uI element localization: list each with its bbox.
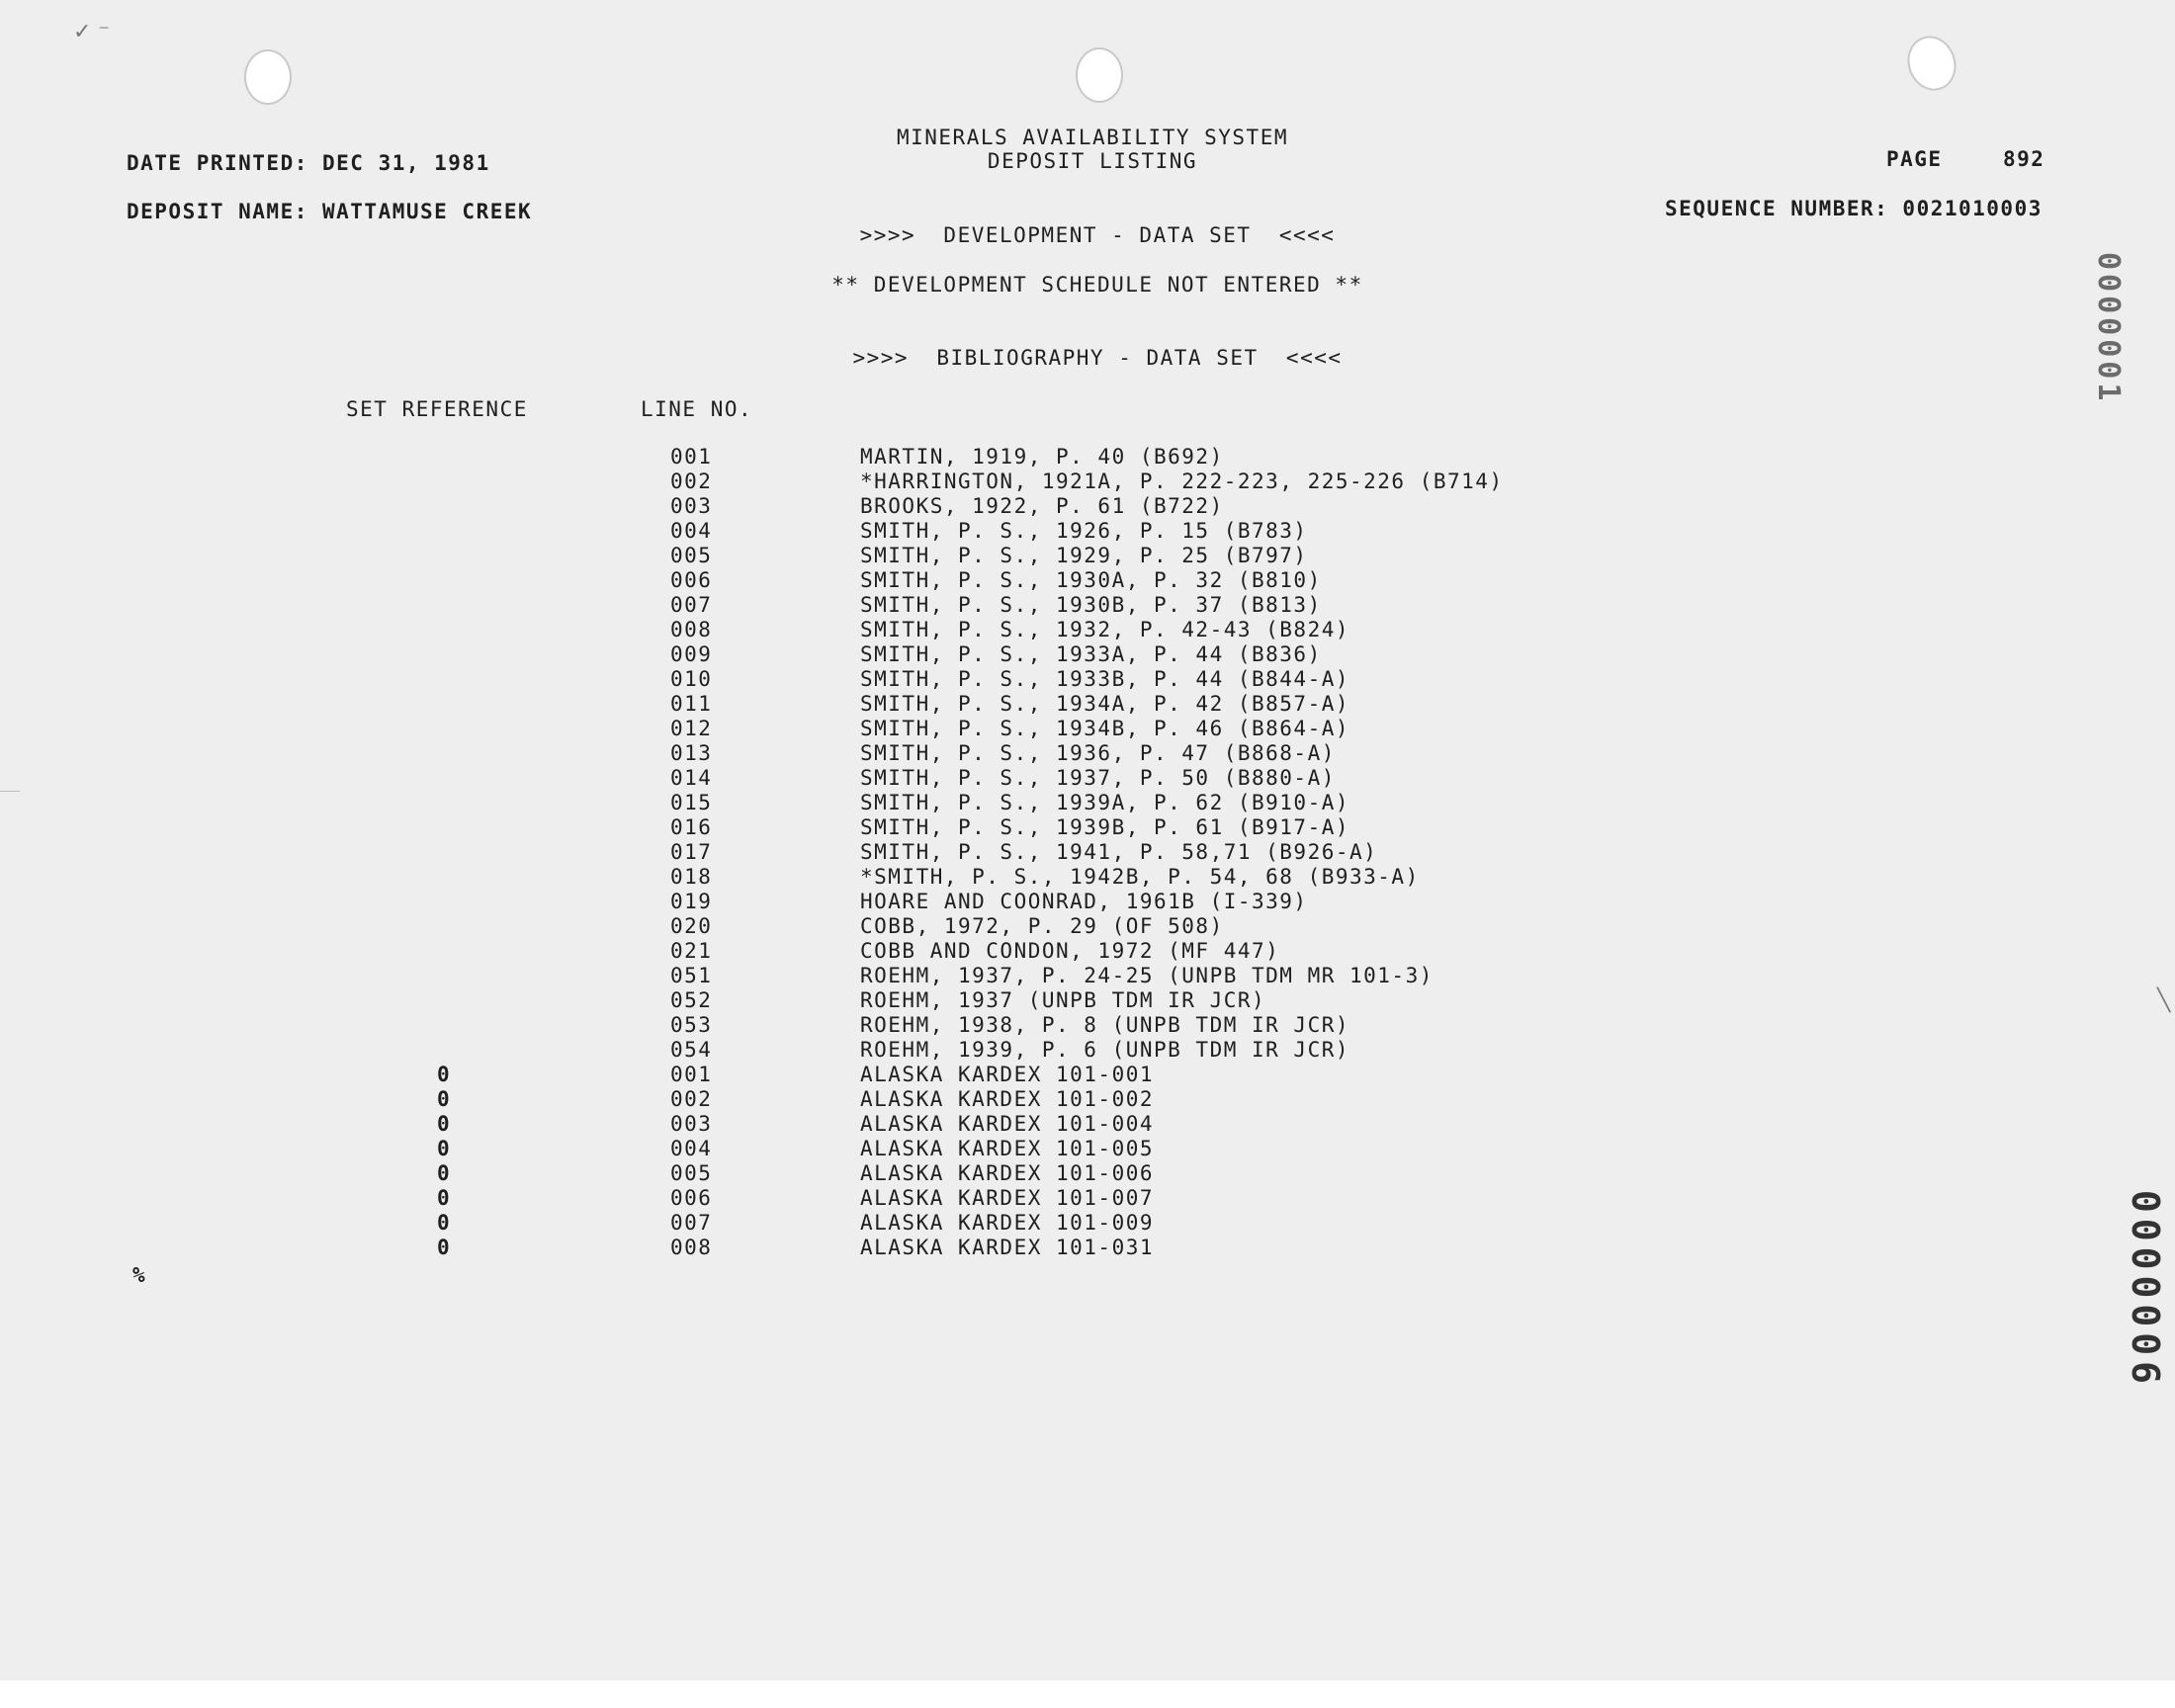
citation-cell: BROOKS, 1922, P. 61 (B722) [860, 494, 1224, 518]
side-mark-lower: 9000000 [2126, 1183, 2169, 1384]
line-number-cell: 018 [670, 865, 713, 889]
percent-mark: % [132, 1263, 147, 1287]
citation-cell: ROEHM, 1939, P. 6 (UNPB TDM IR JCR) [860, 1038, 1350, 1062]
citation-cell: *SMITH, P. S., 1942B, P. 54, 68 (B933-A) [860, 865, 1420, 889]
line-number-cell: 006 [670, 568, 713, 592]
line-number-cell: 004 [670, 519, 713, 543]
citation-cell: ALASKA KARDEX 101-002 [860, 1087, 1155, 1111]
line-number-cell: 012 [670, 717, 713, 740]
development-section-title: >>>> DEVELOPMENT - DATA SET <<<< [859, 223, 1336, 247]
line-number-cell: 001 [670, 445, 713, 469]
line-number-cell: 021 [670, 939, 713, 963]
line-number-cell: 007 [670, 593, 713, 617]
line-number-cell: 054 [670, 1038, 713, 1062]
citation-cell: SMITH, P. S., 1939B, P. 61 (B917-A) [860, 815, 1350, 839]
citation-cell: SMITH, P. S., 1930A, P. 32 (B810) [860, 568, 1322, 592]
set-reference-cell: 0 [437, 1186, 452, 1210]
line-number-cell: 003 [670, 494, 713, 518]
set-reference-cell: 0 [437, 1161, 452, 1185]
line-number-cell: 009 [670, 642, 713, 666]
line-number-cell: 011 [670, 692, 713, 716]
side-mark-upper: 0000001 [2091, 252, 2126, 405]
corner-scribble: ✓ ⁻ [73, 20, 111, 44]
line-number-cell: 007 [670, 1211, 713, 1235]
citation-cell: SMITH, P. S., 1933A, P. 44 (B836) [860, 642, 1322, 666]
page-label: PAGE [1886, 147, 1943, 171]
line-number-cell: 013 [670, 741, 713, 765]
set-reference-cell: 0 [437, 1112, 452, 1136]
citation-cell: SMITH, P. S., 1934A, P. 42 (B857-A) [860, 692, 1350, 716]
date-printed: DATE PRINTED: DEC 31, 1981 [127, 151, 490, 175]
citation-cell: SMITH, P. S., 1933B, P. 44 (B844-A) [860, 667, 1350, 691]
citation-cell: COBB, 1972, P. 29 (OF 508) [860, 914, 1224, 938]
line-number-cell: 053 [670, 1013, 713, 1037]
edge-mark [0, 791, 20, 792]
citation-cell: SMITH, P. S., 1936, P. 47 (B868-A) [860, 741, 1336, 765]
citation-cell: SMITH, P. S., 1941, P. 58,71 (B926-A) [860, 840, 1378, 864]
line-number-cell: 008 [670, 618, 713, 641]
system-title: MINERALS AVAILABILITY SYSTEM [896, 126, 1288, 149]
set-reference-cell: 0 [437, 1087, 452, 1111]
line-number-cell: 014 [670, 766, 713, 790]
line-number-cell: 051 [670, 964, 713, 987]
line-number-cell: 005 [670, 1161, 713, 1185]
line-number-cell: 001 [670, 1063, 713, 1086]
line-number-cell: 008 [670, 1236, 713, 1259]
set-reference-cell: 0 [437, 1137, 452, 1160]
citation-cell: SMITH, P. S., 1939A, P. 62 (B910-A) [860, 791, 1350, 814]
citation-cell: ALASKA KARDEX 101-031 [860, 1236, 1155, 1259]
citation-cell: ALASKA KARDEX 101-001 [860, 1063, 1155, 1086]
line-number-cell: 004 [670, 1137, 713, 1160]
citation-cell: *HARRINGTON, 1921A, P. 222-223, 225-226 (B714) [860, 470, 1504, 493]
citation-cell: SMITH, P. S., 1930B, P. 37 (B813) [860, 593, 1322, 617]
listing-title: DEPOSIT LISTING [987, 149, 1198, 173]
citation-cell: SMITH, P. S., 1926, P. 15 (B783) [860, 519, 1308, 543]
page-number: 892 [2003, 147, 2045, 171]
citation-cell: ALASKA KARDEX 101-007 [860, 1186, 1155, 1210]
citation-cell: ROEHM, 1937 (UNPB TDM IR JCR) [860, 988, 1266, 1012]
line-number-cell: 015 [670, 791, 713, 814]
development-note: ** DEVELOPMENT SCHEDULE NOT ENTERED ** [831, 273, 1363, 297]
col-header-line-no: LINE NO. [641, 397, 753, 421]
citation-cell: SMITH, P. S., 1929, P. 25 (B797) [860, 544, 1308, 567]
bibliography-section-title: >>>> BIBLIOGRAPHY - DATA SET <<<< [852, 346, 1343, 370]
line-number-cell: 002 [670, 1087, 713, 1111]
set-reference-cell: 0 [437, 1211, 452, 1235]
citation-cell: ALASKA KARDEX 101-006 [860, 1161, 1155, 1185]
punch-hole-center [1076, 47, 1123, 103]
citation-cell: SMITH, P. S., 1932, P. 42-43 (B824) [860, 618, 1350, 641]
edge-tick: ╲ [2157, 988, 2171, 1013]
line-number-cell: 016 [670, 815, 713, 839]
citation-cell: SMITH, P. S., 1937, P. 50 (B880-A) [860, 766, 1336, 790]
citation-cell: MARTIN, 1919, P. 40 (B692) [860, 445, 1224, 469]
citation-cell: SMITH, P. S., 1934B, P. 46 (B864-A) [860, 717, 1350, 740]
line-number-cell: 017 [670, 840, 713, 864]
citation-cell: ALASKA KARDEX 101-009 [860, 1211, 1155, 1235]
line-number-cell: 003 [670, 1112, 713, 1136]
line-number-cell: 006 [670, 1186, 713, 1210]
line-number-cell: 010 [670, 667, 713, 691]
deposit-name: DEPOSIT NAME: WATTAMUSE CREEK [127, 200, 533, 223]
citation-cell: ALASKA KARDEX 101-004 [860, 1112, 1155, 1136]
punch-hole-right [1900, 29, 1963, 97]
set-reference-cell: 0 [437, 1063, 452, 1086]
line-number-cell: 019 [670, 890, 713, 913]
col-header-set-reference: SET REFERENCE [346, 397, 528, 421]
punch-hole-left [244, 49, 292, 105]
citation-cell: HOARE AND COONRAD, 1961B (I-339) [860, 890, 1308, 913]
citation-cell: ROEHM, 1937, P. 24-25 (UNPB TDM MR 101-3) [860, 964, 1434, 987]
sequence-number: SEQUENCE NUMBER: 0021010003 [1665, 197, 2043, 220]
citation-cell: ROEHM, 1938, P. 8 (UNPB TDM IR JCR) [860, 1013, 1350, 1037]
citation-cell: ALASKA KARDEX 101-005 [860, 1137, 1155, 1160]
line-number-cell: 052 [670, 988, 713, 1012]
line-number-cell: 002 [670, 470, 713, 493]
citation-cell: COBB AND CONDON, 1972 (MF 447) [860, 939, 1280, 963]
line-number-cell: 005 [670, 544, 713, 567]
line-number-cell: 020 [670, 914, 713, 938]
set-reference-cell: 0 [437, 1236, 452, 1259]
